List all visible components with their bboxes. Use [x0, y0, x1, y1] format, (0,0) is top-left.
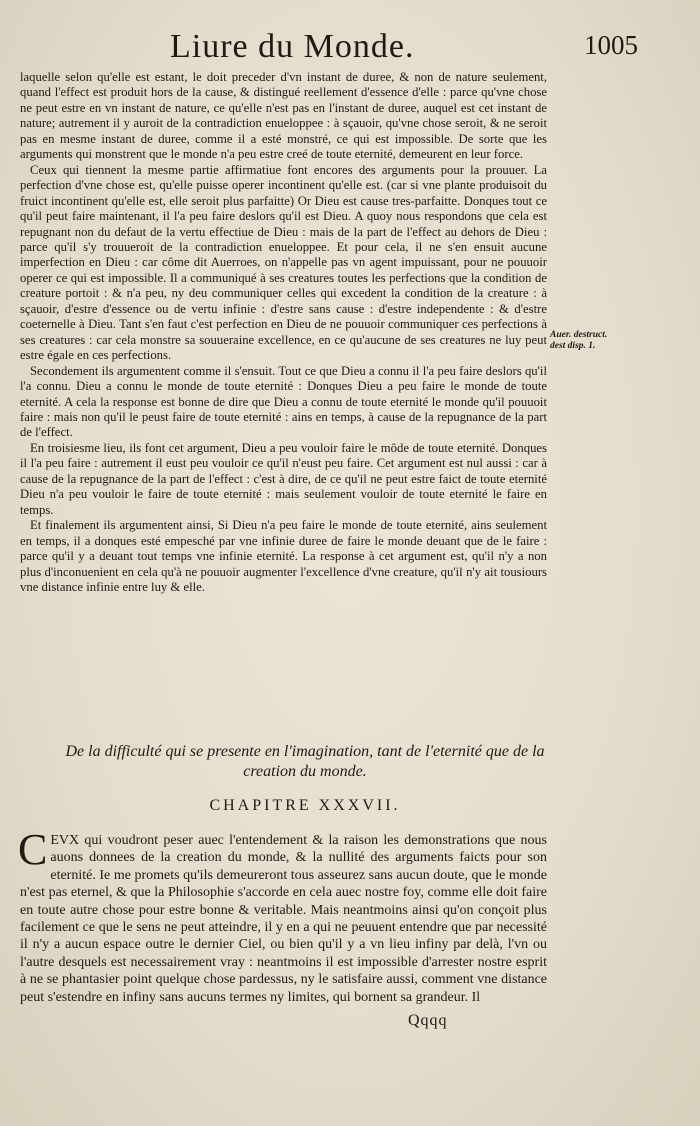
body-text [20, 70, 547, 595]
chapter-opening [18, 825, 547, 1006]
running-title: Liure du Monde. [170, 28, 415, 65]
chapter-heading: CHAPITRE XXXVII. [209, 797, 401, 814]
drop-cap: C [18, 825, 48, 874]
paragraph: Secondement ils argumentent comme il s'ensuit. Tout ce que Dieu a connu il l'a peu faire deslors qu'il l'a connu. Dieu a connu le monde de toute eternité : Donques Dieu a peu faire le monde de toute eternité. A cela la response est bonne de dire que Dieu a connu de toute eternité le monde qu'il pouuoit faire : mais non qu'il le peust faire de toute eternité : ains en temps, à cause de la repugnance de la part de l'effect. [20, 363, 547, 440]
paragraph: Et finalement ils argumentent ainsi, Si Dieu n'a peu faire le monde de toute eternité, ains seulement en temps, il a donques esté empesché par vne infinie duree de faire le monde deuant que de le faire : parce qu'il y a deuant tout temps vne infinie eternité. La response à cet argument est, qu'il n'y a non plus d'inconuenient en cela qu'à ne pouuoir augmenter l'excellence d'vne creature, qu'il n'y ait tousiours vne distance infinie entre luy & elle. [20, 518, 547, 594]
chapter-opening-text: EVX qui voudront peser auec l'entendement & la raison les demonstrations que nous auons donnees de la creation du monde, & la nullité des arguments faicts pour son eternité. Ie me promets qu'ils demeureront tous asseurez sans aucun doute, que le monde n'est pas eternel, & que la Philosophie s'accorde en cela auec nostre foy, comme elle doit faire en toute autre chose pour estre bonne & veritable. Mais neantmoins ainsi qu'on conçoit plus facilement ce que le sens ne peut atteindre, il y en a qui ne peuuent entendre que par necessité il n'y a aucun espace outre le dernier Ciel, ou bien qu'il y a vn lieu infiny par delà, l'vn ou l'autre desquels est necessairement vray : neantmoins il est impossible d'arrester nostre esprit à ne se phantasier point quelque chose pardessus, ny le satisfaire aussi, comment vne distance peut s'estendre en infiny sans aucuns termes ny limites, qui bornent sa grandeur. Il [20, 833, 547, 1005]
page-header [150, 28, 638, 68]
chapter-rubric: De la difficulté qui se presente en l'imagination, tant de l'eternité que de la creation du monde. [65, 743, 545, 780]
paragraph: En troisiesme lieu, ils font cet argument, Dieu a peu vouloir faire le môde de toute eternité. Donques il l'a peu faire : autrement il eust peu vouloir ce qu'il n'eust peu faire. Cet argument est nul aussi : car à cause de la repugnance de la part de l'effect : c'est à dire, de ce qu'il ne peut estre faict de toute eternité Dieu n'a peu vouloir le faire de toute eternité : mais seulement vouloir de toute eternité le faire en temps. [20, 440, 547, 517]
page-number: 1005 [584, 30, 638, 60]
paragraph: laquelle selon qu'elle est estant, le doit preceder d'vn instant de duree, & non de nature seulement, quand l'effect est produit hors de la cause, & distingué reellement d'essence d'elle : parce qu'vne chose ne peut estre en vn instant de nature, ce qu'elle n'est pas en l'instant de duree, auquel est cet instant de nature; autrement il y auroit de la contradiction enueloppee : à sçauoir, qu'vne chose seroit, & ne seroit pas en mesme instant de duree, comme il a esté monstré, ce qui est impossible. De sorte que les arguments qui monstrent que le monde n'a peu estre creé de toute eternité, demeurent en leur force. [20, 70, 547, 162]
paragraph: Ceux qui tiennent la mesme partie affirmatiue font encores des arguments pour la prouuer. La perfection d'vne chose est, qu'elle puisse operer incontinent qu'elle est. (car si vne plante produisoit du fruict incontinent qu'elle est, elle seroit plus parfaitte) Or Dieu est cause tres-parfaitte. Donques tout ce qu'il peut faire maintenant, il l'a peu faire deslors qu'il est Dieu. A quoy nous respondons que cela est repugnant non du defaut de la vertu effectiue de Dieu : mais de la part de l'effect au dehors de Dieu : parce qu'il s'y trouueroit de la contradiction enueloppee. Et pour cela, il ne s'en ensuit aucune imperfection en Dieu : car côme dit Auerroes, on n'appelle pas vn agent impuissant, pour ne pouuoir operer ce qui est impossible. Il a communiqué à ses creatures toutes les perfections que la condition de creature portoit : & n'a peu, ny deu communiquer celles qui excedent la condition de la creature : à sçauoir, d'estre d'essence ou de vertu infinie : d'estre sans cause : d'estre independente : & d'estre coeternelle à Dieu. Tant s'en faut c'est perfection en Dieu de ne pouuoir communiquer ces perfections à ses creatures : car cela monstre sa souueraine excellence, en ce qu'aucune de ses creatures ne luy peut estre égale en ces perfections. [20, 162, 547, 363]
marginal-note: Auer. destruct. dest disp. 1. [550, 330, 608, 351]
catchword: Qqqq [408, 1012, 448, 1029]
